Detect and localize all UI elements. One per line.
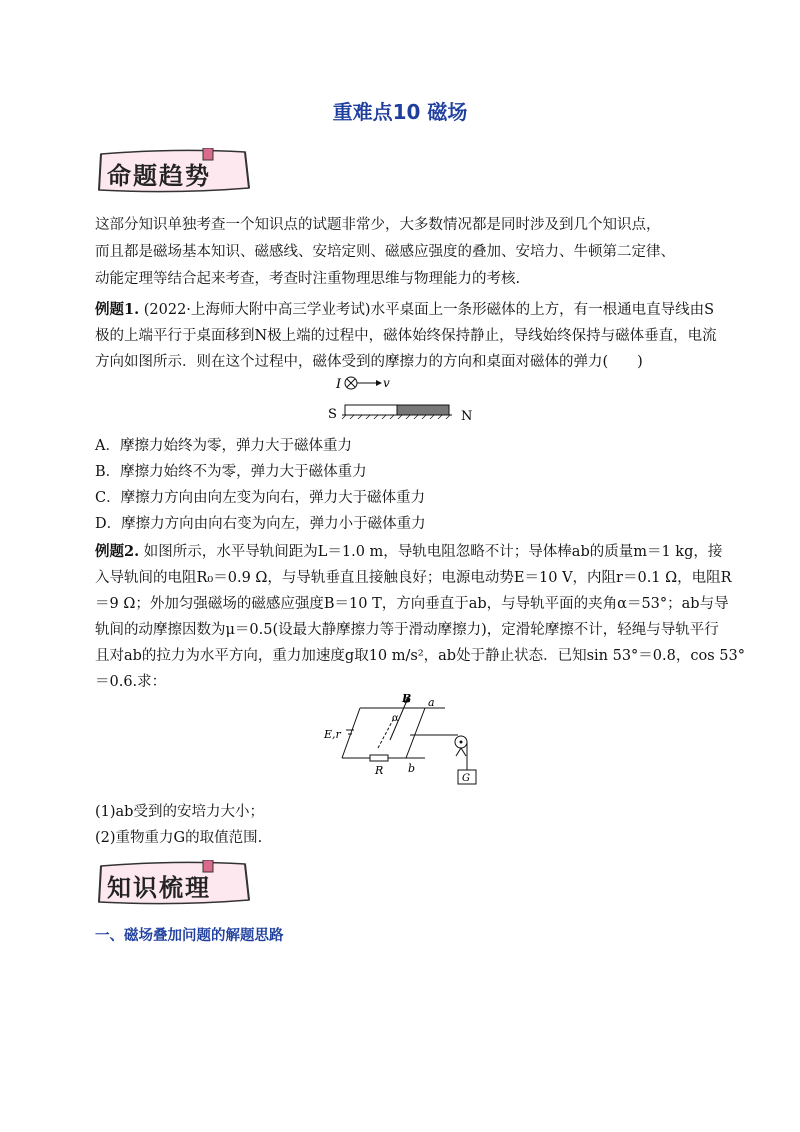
example2-line: 轨间的动摩擦因数为μ＝0.5(设最大静摩擦力等于滑动摩擦力)，定滑轮摩擦不计，轻绳与导轨平行	[95, 622, 719, 638]
example2-line: 且对ab的拉力为水平方向，重力加速度g取10 m/s²，ab处于静止状态．已知sin 53°＝0.8，cos 53°	[95, 648, 745, 664]
option-b: B．摩擦力始终不为零，弹力大于磁体重力	[95, 464, 367, 480]
question-1: (1)ab受到的安培力大小；	[95, 804, 264, 820]
question-2: (2)重物重力G的取值范围.	[95, 830, 263, 846]
a-label: a	[428, 696, 435, 709]
example1-line: 极的上端平行于桌面移到N极上端的过程中，磁体始终保持静止，导线始终保持与磁体垂直，电流	[95, 328, 717, 344]
current-label: I	[336, 377, 342, 392]
section-banner-trend	[95, 148, 255, 194]
resistor-icon	[370, 755, 388, 761]
option-c: C．摩擦力方向由向左变为向右，弹力大于磁体重力	[95, 490, 426, 506]
b-label: B	[402, 692, 412, 705]
option-d: D．摩擦力方向由向右变为向左，弹力小于磁体重力	[95, 516, 426, 532]
banner-label: 知识梳理	[107, 873, 211, 902]
example2-line: 入导轨间的电阻R₀＝0.9 Ω，与导轨垂直且接触良好；电源电动势E＝10 V，内阻r＝0.1 Ω，电阻R	[95, 570, 732, 586]
magnet-n-half	[397, 405, 449, 415]
emf-label: E,r	[324, 728, 341, 741]
example2-text: 如图所示，水平导轨间距为L＝1.0 m，导轨电阻忽略不计；导体棒ab的质量m＝1 kg，接	[139, 544, 723, 560]
alpha-label: α	[392, 713, 399, 724]
intro-line: 动能定理等结合起来考查，考查时注重物理思维与物理能力的考核.	[95, 271, 521, 287]
banner-label: 命题趋势	[107, 161, 211, 190]
magnet-figure	[320, 372, 480, 424]
section-heading: 一、磁场叠加问题的解题思路	[95, 928, 284, 944]
example1-label: 例题1.	[95, 301, 140, 318]
s-pole-label: S	[328, 407, 337, 422]
page-title: 重难点10 磁场	[332, 100, 468, 124]
example2-line: ＝0.6.求：	[95, 674, 167, 690]
rail-circuit-figure	[320, 690, 480, 790]
option-a: A．摩擦力始终为零，弹力大于磁体重力	[95, 438, 352, 454]
example2-line: ＝9 Ω；外加匀强磁场的磁感应强度B＝10 T，方向垂直于ab，与导轨平面的夹角α＝53°；ab与导	[95, 596, 729, 612]
example1-text: (2022·上海师大附中高三学业考试)水平桌面上一条形磁体的上方，有一根通电直导线由S	[139, 302, 715, 318]
example1-line	[95, 298, 714, 319]
r-resistor-label: R	[375, 764, 384, 777]
example1-line: 方向如图所示．则在这个过程中，磁体受到的摩擦力的方向和桌面对磁体的弹力( )	[95, 354, 643, 370]
intro-line: 而且都是磁场基本知识、磁感线、安培定则、磁感应强度的叠加、安培力、牛顿第二定律、	[95, 244, 675, 260]
b-end-label: b	[408, 762, 416, 775]
example2-line	[95, 540, 722, 561]
g-label: G	[462, 773, 470, 784]
magnet-s-half	[345, 405, 397, 415]
intro-line: 这部分知识单独考查一个知识点的试题非常少，大多数情况都是同时涉及到几个知识点，	[95, 217, 661, 233]
example2-label: 例题2.	[95, 543, 140, 560]
section-banner-knowledge	[95, 860, 255, 906]
n-pole-label: N	[461, 409, 473, 424]
rod-ab	[406, 708, 425, 758]
velocity-label: v	[383, 376, 390, 390]
